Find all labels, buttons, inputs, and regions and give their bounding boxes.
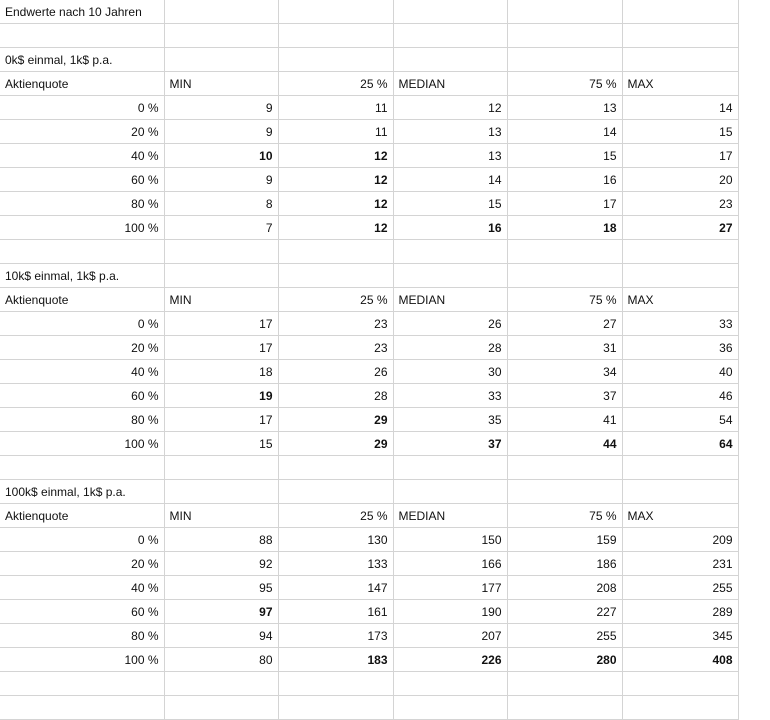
q75-value-cell[interactable]: 14	[507, 120, 622, 144]
empty-cell[interactable]	[622, 696, 738, 720]
min-value-cell[interactable]: 94	[164, 624, 278, 648]
header-aktienquote-cell[interactable]: Aktienquote	[0, 288, 164, 312]
empty-cell[interactable]	[164, 696, 278, 720]
table-row	[0, 384, 738, 408]
median-value-cell[interactable]: 28	[393, 336, 507, 360]
empty-cell[interactable]	[393, 24, 507, 48]
header-aktienquote-cell[interactable]: Aktienquote	[0, 72, 164, 96]
section-label-row	[0, 480, 738, 504]
median-value-cell[interactable]: 14	[393, 168, 507, 192]
median-value-cell[interactable]: 13	[393, 120, 507, 144]
table-row	[0, 192, 738, 216]
aktienquote-cell[interactable]: 100 %	[0, 648, 164, 672]
header-q25-cell[interactable]: 25 %	[278, 72, 393, 96]
q75-value-cell[interactable]: 280	[507, 648, 622, 672]
max-value-cell[interactable]: 14	[622, 96, 738, 120]
empty-cell[interactable]	[0, 456, 164, 480]
section-label-cell[interactable]: 0k$ einmal, 1k$ p.a.	[0, 48, 164, 72]
empty-cell[interactable]	[622, 672, 738, 696]
empty-cell[interactable]	[622, 264, 738, 288]
table-row	[0, 432, 738, 456]
empty-cell[interactable]	[278, 0, 393, 24]
table-row	[0, 624, 738, 648]
max-value-cell[interactable]: 289	[622, 600, 738, 624]
q25-value-cell[interactable]: 12	[278, 168, 393, 192]
aktienquote-cell[interactable]: 20 %	[0, 120, 164, 144]
q75-value-cell[interactable]: 17	[507, 192, 622, 216]
min-value-cell[interactable]: 97	[164, 600, 278, 624]
min-value-cell[interactable]: 17	[164, 312, 278, 336]
max-value-cell[interactable]: 345	[622, 624, 738, 648]
empty-cell[interactable]	[164, 48, 278, 72]
empty-cell[interactable]	[393, 264, 507, 288]
spacer-row	[0, 672, 738, 696]
max-value-cell[interactable]: 20	[622, 168, 738, 192]
q25-value-cell[interactable]: 26	[278, 360, 393, 384]
max-value-cell[interactable]: 209	[622, 528, 738, 552]
min-value-cell[interactable]: 19	[164, 384, 278, 408]
title-row	[0, 0, 738, 24]
q25-value-cell[interactable]: 23	[278, 336, 393, 360]
q25-value-cell[interactable]: 183	[278, 648, 393, 672]
q25-value-cell[interactable]: 161	[278, 600, 393, 624]
median-value-cell[interactable]: 15	[393, 192, 507, 216]
empty-cell[interactable]	[0, 24, 164, 48]
empty-cell[interactable]	[507, 672, 622, 696]
q75-value-cell[interactable]: 13	[507, 96, 622, 120]
empty-cell[interactable]	[278, 24, 393, 48]
column-header-row	[0, 288, 738, 312]
q25-value-cell[interactable]: 12	[278, 216, 393, 240]
aktienquote-cell[interactable]: 20 %	[0, 336, 164, 360]
table-row	[0, 408, 738, 432]
empty-cell[interactable]	[0, 240, 164, 264]
spacer-row	[0, 240, 738, 264]
q75-value-cell[interactable]: 34	[507, 360, 622, 384]
header-max-cell[interactable]: MAX	[622, 504, 738, 528]
min-value-cell[interactable]: 88	[164, 528, 278, 552]
empty-cell[interactable]	[278, 456, 393, 480]
header-q25-cell[interactable]: 25 %	[278, 504, 393, 528]
table-row	[0, 312, 738, 336]
q25-value-cell[interactable]: 147	[278, 576, 393, 600]
empty-cell[interactable]	[278, 264, 393, 288]
max-value-cell[interactable]: 17	[622, 144, 738, 168]
aktienquote-cell[interactable]: 40 %	[0, 360, 164, 384]
median-value-cell[interactable]: 150	[393, 528, 507, 552]
empty-cell[interactable]	[622, 240, 738, 264]
empty-cell[interactable]	[164, 24, 278, 48]
median-value-cell[interactable]: 16	[393, 216, 507, 240]
aktienquote-cell[interactable]: 100 %	[0, 216, 164, 240]
q25-value-cell[interactable]: 29	[278, 432, 393, 456]
q25-value-cell[interactable]: 11	[278, 96, 393, 120]
min-value-cell[interactable]: 92	[164, 552, 278, 576]
header-min-cell[interactable]: MIN	[164, 504, 278, 528]
header-median-cell[interactable]: MEDIAN	[393, 504, 507, 528]
min-value-cell[interactable]: 10	[164, 144, 278, 168]
max-value-cell[interactable]: 255	[622, 576, 738, 600]
aktienquote-cell[interactable]: 80 %	[0, 624, 164, 648]
median-value-cell[interactable]: 33	[393, 384, 507, 408]
empty-cell[interactable]	[507, 264, 622, 288]
table-row	[0, 528, 738, 552]
table-row	[0, 168, 738, 192]
empty-cell[interactable]	[393, 480, 507, 504]
header-max-cell[interactable]: MAX	[622, 72, 738, 96]
table-row	[0, 120, 738, 144]
empty-cell[interactable]	[393, 240, 507, 264]
q75-value-cell[interactable]: 41	[507, 408, 622, 432]
min-value-cell[interactable]: 8	[164, 192, 278, 216]
section-label-row	[0, 48, 738, 72]
empty-cell[interactable]	[507, 48, 622, 72]
empty-cell[interactable]	[278, 672, 393, 696]
empty-cell[interactable]	[393, 0, 507, 24]
median-value-cell[interactable]: 26	[393, 312, 507, 336]
empty-cell[interactable]	[507, 240, 622, 264]
column-header-row	[0, 504, 738, 528]
empty-cell[interactable]	[507, 24, 622, 48]
max-value-cell[interactable]: 231	[622, 552, 738, 576]
q25-value-cell[interactable]: 23	[278, 312, 393, 336]
empty-cell[interactable]	[278, 240, 393, 264]
min-value-cell[interactable]: 9	[164, 96, 278, 120]
empty-cell[interactable]	[393, 48, 507, 72]
q75-value-cell[interactable]: 255	[507, 624, 622, 648]
q75-value-cell[interactable]: 18	[507, 216, 622, 240]
q75-value-cell[interactable]: 15	[507, 144, 622, 168]
empty-cell[interactable]	[164, 456, 278, 480]
max-value-cell[interactable]: 27	[622, 216, 738, 240]
max-value-cell[interactable]: 54	[622, 408, 738, 432]
header-q75-cell[interactable]: 75 %	[507, 288, 622, 312]
header-q75-cell[interactable]: 75 %	[507, 72, 622, 96]
median-value-cell[interactable]: 207	[393, 624, 507, 648]
min-value-cell[interactable]: 9	[164, 168, 278, 192]
empty-cell[interactable]	[278, 48, 393, 72]
q75-value-cell[interactable]: 186	[507, 552, 622, 576]
table-row	[0, 648, 738, 672]
max-value-cell[interactable]: 46	[622, 384, 738, 408]
header-median-cell[interactable]: MEDIAN	[393, 72, 507, 96]
header-min-cell[interactable]: MIN	[164, 72, 278, 96]
empty-cell[interactable]	[164, 240, 278, 264]
header-median-cell[interactable]: MEDIAN	[393, 288, 507, 312]
min-value-cell[interactable]: 80	[164, 648, 278, 672]
q25-value-cell[interactable]: 130	[278, 528, 393, 552]
q25-value-cell[interactable]: 12	[278, 144, 393, 168]
empty-cell[interactable]	[507, 480, 622, 504]
max-value-cell[interactable]: 23	[622, 192, 738, 216]
median-value-cell[interactable]: 226	[393, 648, 507, 672]
max-value-cell[interactable]: 15	[622, 120, 738, 144]
q75-value-cell[interactable]: 31	[507, 336, 622, 360]
median-value-cell[interactable]: 190	[393, 600, 507, 624]
spacer-row	[0, 696, 738, 720]
median-value-cell[interactable]: 177	[393, 576, 507, 600]
sheet-title-cell[interactable]: Endwerte nach 10 Jahren	[0, 0, 164, 24]
q75-value-cell[interactable]: 16	[507, 168, 622, 192]
aktienquote-cell[interactable]: 0 %	[0, 312, 164, 336]
empty-cell[interactable]	[622, 24, 738, 48]
q25-value-cell[interactable]: 28	[278, 384, 393, 408]
median-value-cell[interactable]: 30	[393, 360, 507, 384]
empty-cell[interactable]	[0, 696, 164, 720]
q75-value-cell[interactable]: 159	[507, 528, 622, 552]
q75-value-cell[interactable]: 27	[507, 312, 622, 336]
table-row	[0, 360, 738, 384]
section-label-row	[0, 264, 738, 288]
header-aktienquote-cell[interactable]: Aktienquote	[0, 504, 164, 528]
table-row	[0, 144, 738, 168]
empty-cell[interactable]	[622, 0, 738, 24]
table-row	[0, 576, 738, 600]
q75-value-cell[interactable]: 44	[507, 432, 622, 456]
q25-value-cell[interactable]: 133	[278, 552, 393, 576]
q25-value-cell[interactable]: 11	[278, 120, 393, 144]
min-value-cell[interactable]: 9	[164, 120, 278, 144]
min-value-cell[interactable]: 95	[164, 576, 278, 600]
median-value-cell[interactable]: 37	[393, 432, 507, 456]
header-q25-cell[interactable]: 25 %	[278, 288, 393, 312]
aktienquote-cell[interactable]: 60 %	[0, 168, 164, 192]
table-row	[0, 336, 738, 360]
median-value-cell[interactable]: 35	[393, 408, 507, 432]
section-label-cell[interactable]: 100k$ einmal, 1k$ p.a.	[0, 480, 164, 504]
aktienquote-cell[interactable]: 0 %	[0, 528, 164, 552]
aktienquote-cell[interactable]: 80 %	[0, 192, 164, 216]
max-value-cell[interactable]: 408	[622, 648, 738, 672]
header-max-cell[interactable]: MAX	[622, 288, 738, 312]
max-value-cell[interactable]: 40	[622, 360, 738, 384]
median-value-cell[interactable]: 13	[393, 144, 507, 168]
max-value-cell[interactable]: 33	[622, 312, 738, 336]
empty-cell[interactable]	[507, 0, 622, 24]
q25-value-cell[interactable]: 12	[278, 192, 393, 216]
empty-cell[interactable]	[164, 0, 278, 24]
table-row	[0, 552, 738, 576]
min-value-cell[interactable]: 17	[164, 408, 278, 432]
empty-cell[interactable]	[278, 480, 393, 504]
aktienquote-cell[interactable]: 80 %	[0, 408, 164, 432]
empty-cell[interactable]	[507, 456, 622, 480]
aktienquote-cell[interactable]: 60 %	[0, 384, 164, 408]
aktienquote-cell[interactable]: 0 %	[0, 96, 164, 120]
q25-value-cell[interactable]: 173	[278, 624, 393, 648]
table-row	[0, 96, 738, 120]
empty-cell[interactable]	[507, 696, 622, 720]
header-min-cell[interactable]: MIN	[164, 288, 278, 312]
median-value-cell[interactable]: 166	[393, 552, 507, 576]
empty-cell[interactable]	[278, 696, 393, 720]
empty-cell[interactable]	[622, 480, 738, 504]
empty-cell[interactable]	[393, 696, 507, 720]
empty-cell[interactable]	[393, 456, 507, 480]
q25-value-cell[interactable]: 29	[278, 408, 393, 432]
median-value-cell[interactable]: 12	[393, 96, 507, 120]
table-row	[0, 600, 738, 624]
column-header-row	[0, 72, 738, 96]
q75-value-cell[interactable]: 208	[507, 576, 622, 600]
min-value-cell[interactable]: 17	[164, 336, 278, 360]
empty-cell[interactable]	[622, 456, 738, 480]
aktienquote-cell[interactable]: 20 %	[0, 552, 164, 576]
aktienquote-cell[interactable]: 40 %	[0, 144, 164, 168]
min-value-cell[interactable]: 7	[164, 216, 278, 240]
empty-cell[interactable]	[164, 672, 278, 696]
empty-cell[interactable]	[0, 672, 164, 696]
empty-cell[interactable]	[622, 48, 738, 72]
min-value-cell[interactable]: 15	[164, 432, 278, 456]
aktienquote-cell[interactable]: 40 %	[0, 576, 164, 600]
header-q75-cell[interactable]: 75 %	[507, 504, 622, 528]
table-row	[0, 216, 738, 240]
empty-cell[interactable]	[164, 264, 278, 288]
aktienquote-cell[interactable]: 100 %	[0, 432, 164, 456]
max-value-cell[interactable]: 36	[622, 336, 738, 360]
q75-value-cell[interactable]: 227	[507, 600, 622, 624]
section-label-cell[interactable]: 10k$ einmal, 1k$ p.a.	[0, 264, 164, 288]
empty-cell[interactable]	[164, 480, 278, 504]
max-value-cell[interactable]: 64	[622, 432, 738, 456]
min-value-cell[interactable]: 18	[164, 360, 278, 384]
spacer-row	[0, 456, 738, 480]
empty-cell[interactable]	[393, 672, 507, 696]
aktienquote-cell[interactable]: 60 %	[0, 600, 164, 624]
q75-value-cell[interactable]: 37	[507, 384, 622, 408]
spacer-row	[0, 24, 738, 48]
